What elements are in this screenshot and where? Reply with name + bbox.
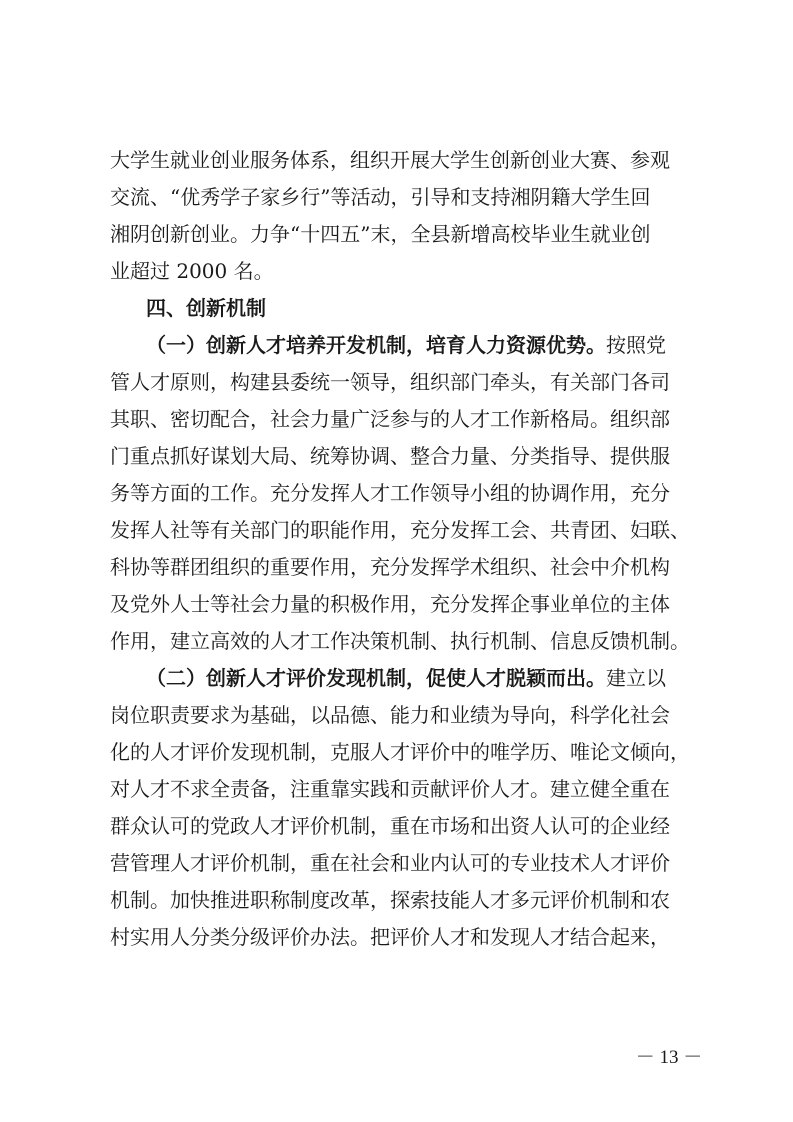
body-text-line: 机制。加快推进职称制度改革，探索技能人才多元评价机制和农 bbox=[110, 888, 670, 912]
body-text-line: 大学生就业创业服务体系，组织开展大学生创新创业大赛、参观 bbox=[110, 148, 670, 172]
body-text-line: 科协等群团组织的重要作用，充分发挥学术组织、社会中介机构 bbox=[110, 555, 670, 579]
body-text-line: 发挥人社等有关部门的职能作用，充分发挥工会、共青团、妇联、 bbox=[110, 518, 690, 542]
body-text-line: 化的人才评价发现机制，克服人才评价中的唯学历、唯论文倾向， bbox=[110, 740, 690, 764]
body-text-line: 及党外人士等社会力量的积极作用，充分发挥企事业单位的主体 bbox=[110, 592, 670, 616]
body-text-line: 对人才不求全责备，注重靠实践和贡献评价人才。建立健全重在 bbox=[110, 777, 670, 801]
body-text-line: 营管理人才评价机制，重在社会和业内认可的专业技术人才评价 bbox=[110, 851, 670, 875]
body-text-line: 群众认可的党政人才评价机制，重在市场和出资人认可的企业经 bbox=[110, 814, 670, 838]
body-text-fragment: 建立以 bbox=[606, 666, 666, 690]
body-text-line: 业超过 2000 名。 bbox=[110, 259, 274, 283]
body-text-line: 岗位职责要求为基础，以品德、能力和业绩为导向，科学化社会 bbox=[110, 703, 670, 727]
subsection-title: （二）创新人才评价发现机制，促使人才脱颖而出。 bbox=[146, 666, 606, 690]
body-text-line: 务等方面的工作。充分发挥人才工作领导小组的协调作用，充分 bbox=[110, 481, 670, 505]
body-text-line: 湘阴创新创业。力争“十四五”末，全县新增高校毕业生就业创 bbox=[110, 222, 651, 246]
body-text-line: 村实用人分类分级评价办法。把评价人才和发现人才结合起来， bbox=[110, 925, 670, 949]
body-text-line: 门重点抓好谋划大局、统筹协调、整合力量、分类指导、提供服 bbox=[110, 444, 670, 468]
body-text-line bbox=[146, 333, 666, 357]
body-text-line: 其职、密切配合，社会力量广泛参与的人才工作新格局。组织部 bbox=[110, 407, 670, 431]
body-text-line: 作用，建立高效的人才工作决策机制、执行机制、信息反馈机制。 bbox=[110, 629, 690, 653]
body-text-line: 管人才原则，构建县委统一领导，组织部门牵头，有关部门各司 bbox=[110, 370, 670, 394]
section-heading: 四、创新机制 bbox=[146, 296, 266, 320]
body-text-line: 交流、“优秀学子家乡行”等活动，引导和支持湘阴籍大学生回 bbox=[110, 185, 651, 209]
subsection-title: （一）创新人才培养开发机制，培育人力资源优势。 bbox=[146, 333, 606, 357]
body-text-fragment: 按照党 bbox=[606, 333, 666, 357]
body-text-line bbox=[146, 666, 666, 690]
page-number: － 13 － bbox=[635, 1047, 703, 1068]
